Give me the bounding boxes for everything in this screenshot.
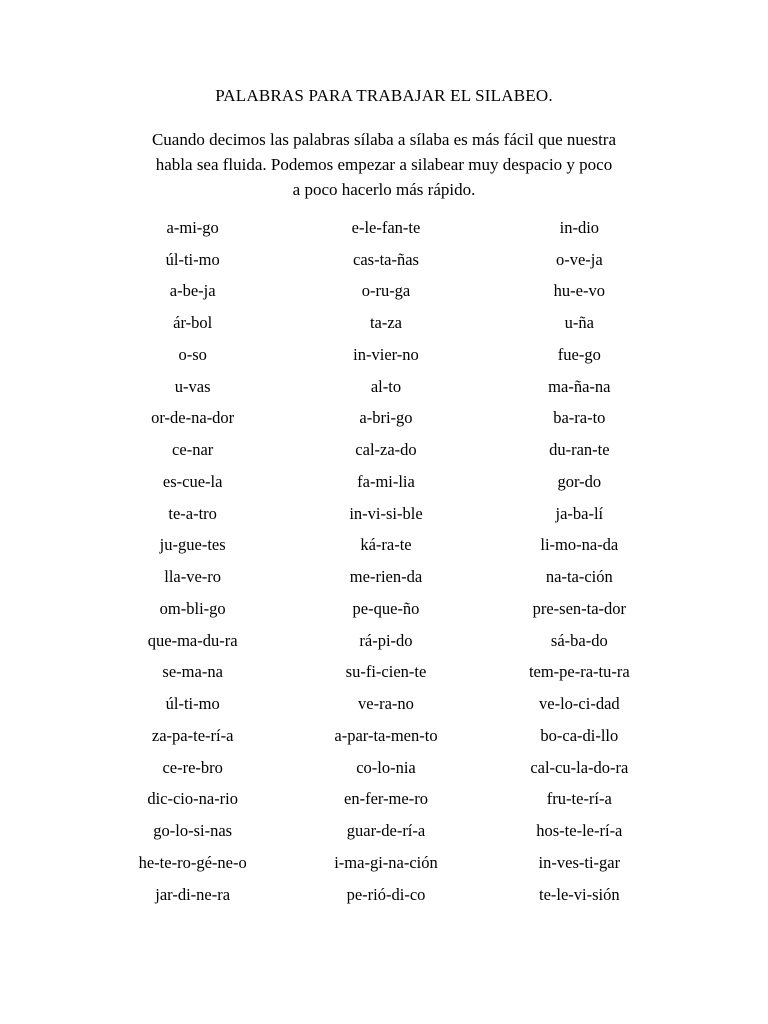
syllabified-word: he-te-ro-gé-ne-o <box>138 852 247 872</box>
intro-line: habla sea fluida. Podemos empezar a silabear muy despacio y poco <box>155 155 613 174</box>
table-row <box>96 434 676 466</box>
intro-paragraph <box>84 127 684 202</box>
syllabified-word: ve-ra-no <box>358 694 414 714</box>
syllabified-word: a-be-ja <box>169 281 216 301</box>
page-title: PALABRAS PARA TRABAJAR EL SILABEO. <box>215 86 553 105</box>
syllabified-word: es-cue-la <box>162 471 223 491</box>
syllabified-word: cal-za-do <box>355 440 417 460</box>
syllabified-word: tem-pe-ra-tu-ra <box>528 662 630 682</box>
syllabified-word: te-a-tro <box>168 503 217 523</box>
syllabified-word: e-le-fan-te <box>351 217 421 237</box>
syllabified-word: in-vi-si-ble <box>349 503 423 523</box>
intro-line: a poco hacerlo más rápido. <box>292 180 476 199</box>
syllabified-word: hu-e-vo <box>553 281 605 301</box>
syllabified-word: dic-cio-na-rio <box>147 789 239 809</box>
syllabified-word: o-ve-ja <box>555 249 603 269</box>
table-row <box>96 784 676 816</box>
syllabified-word: o-so <box>178 344 207 364</box>
syllabified-word: i-ma-gi-na-ción <box>334 852 438 872</box>
syllabified-word: za-pa-te-rí-a <box>151 725 234 745</box>
syllabified-word: pe-que-ño <box>352 598 420 618</box>
table-row <box>96 752 676 784</box>
syllabified-word: a-par-ta-men-to <box>334 725 438 745</box>
syllabified-word: guar-de-rí-a <box>346 821 426 841</box>
syllabified-word: co-lo-nia <box>356 757 416 777</box>
table-row <box>96 625 676 657</box>
syllabified-word: jar-di-ne-ra <box>155 884 231 904</box>
table-row <box>96 403 676 435</box>
syllabified-word: ve-lo-ci-dad <box>539 694 620 714</box>
syllabified-word: lla-ve-ro <box>164 567 222 587</box>
syllabified-word: u-vas <box>174 376 211 396</box>
syllabified-word: me-rien-da <box>349 567 423 587</box>
syllabified-word: ju-gue-tes <box>159 535 226 555</box>
intro-line: Cuando decimos las palabras sílaba a sílaba es más fácil que nuestra <box>151 130 617 149</box>
syllabified-word: or-de-na-dor <box>151 408 235 428</box>
syllabified-word: li-mo-na-da <box>540 535 619 555</box>
table-row <box>96 561 676 593</box>
syllabified-word: rá-pi-do <box>359 630 413 650</box>
word-table-body <box>96 212 676 911</box>
table-row <box>96 371 676 403</box>
syllabified-word: ja-ba-lí <box>555 503 604 523</box>
table-row <box>96 593 676 625</box>
syllabified-word: fru-te-rí-a <box>546 789 612 809</box>
table-row <box>96 212 676 244</box>
table-row <box>96 244 676 276</box>
syllabified-word: pre-sen-ta-dor <box>532 598 627 618</box>
syllabified-word: fue-go <box>557 344 601 364</box>
table-row <box>96 339 676 371</box>
syllabified-word: te-le-vi-sión <box>539 884 620 904</box>
syllabified-word: bo-ca-di-llo <box>540 725 619 745</box>
syllable-word-table <box>96 212 676 911</box>
syllabified-word: du-ran-te <box>549 440 610 460</box>
syllabified-word: in-ves-ti-gar <box>538 852 621 872</box>
syllabified-word: go-lo-si-nas <box>153 821 233 841</box>
syllabified-word: om-bli-go <box>159 598 226 618</box>
syllabified-word: hos-te-le-rí-a <box>536 821 623 841</box>
syllabified-word: cal-cu-la-do-ra <box>530 757 629 777</box>
syllabified-word: en-fer-me-ro <box>344 789 428 809</box>
table-row <box>96 688 676 720</box>
table-row <box>96 466 676 498</box>
syllabified-word: al-to <box>370 376 402 396</box>
syllabified-word: úl-ti-mo <box>165 694 220 714</box>
table-row <box>96 879 676 911</box>
syllabified-word: fa-mi-lia <box>357 471 415 491</box>
table-row <box>96 498 676 530</box>
syllabified-word: su-fi-cien-te <box>345 662 427 682</box>
table-row <box>96 720 676 752</box>
table-row <box>96 847 676 879</box>
syllabified-word: a-mi-go <box>166 217 219 237</box>
syllabified-word: ár-bol <box>173 313 213 333</box>
syllabified-word: ma-ña-na <box>548 376 611 396</box>
syllabified-word: in-vier-no <box>353 344 419 364</box>
syllabified-word: ce-re-bro <box>162 757 223 777</box>
syllabified-word: ce-nar <box>172 440 214 460</box>
table-row <box>96 307 676 339</box>
syllabified-word: se-ma-na <box>162 662 223 682</box>
table-row <box>96 530 676 562</box>
syllabified-word: a-bri-go <box>359 408 413 428</box>
syllabified-word: ba-ra-to <box>553 408 606 428</box>
syllabified-word: sá-ba-do <box>550 630 608 650</box>
syllabified-word: úl-ti-mo <box>165 249 220 269</box>
syllabified-word: na-ta-ción <box>545 567 613 587</box>
table-row <box>96 657 676 689</box>
syllabified-word: ká-ra-te <box>360 535 412 555</box>
syllabified-word: in-dio <box>559 217 600 237</box>
syllabified-word: gor-do <box>557 471 602 491</box>
table-row <box>96 276 676 308</box>
syllabified-word: que-ma-du-ra <box>147 630 238 650</box>
syllabified-word: cas-ta-ñas <box>353 249 419 269</box>
syllabified-word: u-ña <box>564 313 594 333</box>
syllabified-word: pe-rió-di-co <box>346 884 426 904</box>
syllabified-word: o-ru-ga <box>361 281 411 301</box>
table-row <box>96 815 676 847</box>
syllabified-word: ta-za <box>369 313 403 333</box>
